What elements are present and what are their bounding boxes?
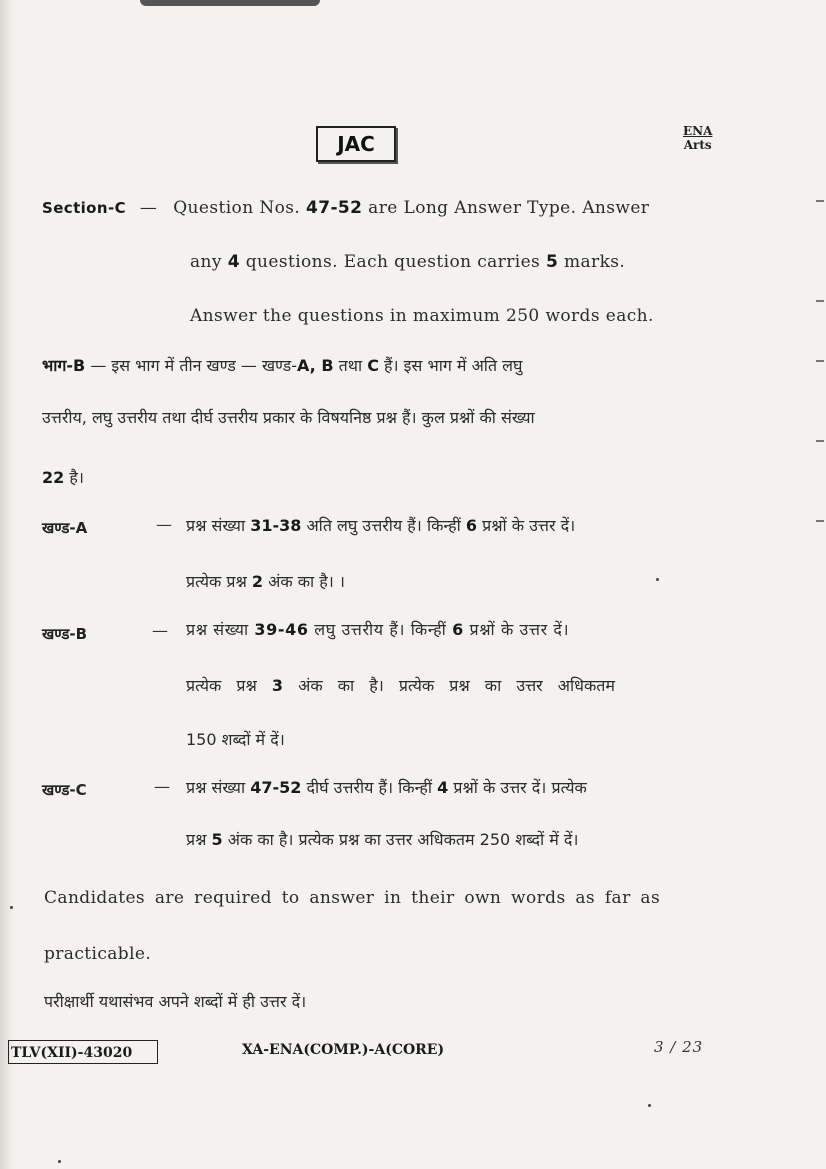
- scan-speck: [648, 1104, 651, 1107]
- stream-label: Arts: [683, 138, 712, 152]
- board-label-box: [316, 126, 396, 162]
- subject-stream-label: [683, 124, 712, 152]
- khand-b-dash: —: [152, 621, 168, 640]
- bhag-b-label: भाग-B: [42, 356, 86, 375]
- khand-b-line-2: प्रत्येक प्रश्न 3 अंक का है। प्रत्येक प्रश्न का उत्तर अधिकतम: [186, 676, 615, 695]
- page-number: 3 / 23: [654, 1038, 704, 1056]
- paper-code-box: [8, 1040, 158, 1064]
- khand-c-label: खण्ड-C: [42, 781, 87, 799]
- scan-speck: [58, 1160, 61, 1163]
- khand-a-dash: —: [156, 515, 172, 534]
- khand-b-line-3: 150 शब्दों में दें।: [186, 730, 285, 749]
- scan-speck: [656, 578, 659, 581]
- candidates-line-2: practicable.: [44, 944, 152, 964]
- paper-title: XA-ENA(COMP.)-A(CORE): [242, 1042, 445, 1058]
- bhag-b-line-3: 22 है।: [42, 468, 84, 487]
- bhag-b-line-2: उत्तरीय, लघु उत्तरीय तथा दीर्घ उत्तरीय प्रकार के विषयनिष्ठ प्रश्न हैं। कुल प्रश्नों की संख्या: [42, 408, 535, 427]
- subject-code: ENA: [683, 124, 713, 138]
- bhag-b-line-1: भाग-B — इस भाग में तीन खण्ड — खण्ड-A, B तथा C हैं। इस भाग में अति लघु: [42, 356, 523, 375]
- scan-margin-mark: [816, 520, 824, 522]
- scan-margin-mark: [816, 360, 824, 362]
- board-label: JAC: [337, 132, 375, 156]
- khand-c-line-2: प्रश्न 5 अंक का है। प्रत्येक प्रश्न का उत्तर अधिकतम 250 शब्दों में दें।: [186, 830, 579, 849]
- khand-a-label: खण्ड-A: [42, 519, 88, 537]
- section-c-line-1: Section-C — Question Nos. 47-52 are Long Answer Type. Answer: [42, 198, 650, 218]
- scan-edge-left: [0, 0, 14, 1169]
- paper-code: TLV(XII)-43020: [11, 1045, 133, 1061]
- scan-edge-top: [140, 0, 320, 6]
- khand-b-label: खण्ड-B: [42, 625, 88, 643]
- candidates-line-1: Candidates are required to answer in their own words as far as: [44, 888, 661, 908]
- khand-a-line-2: प्रत्येक प्रश्न 2 अंक का है। ।: [186, 572, 345, 591]
- section-c-label: Section-C: [42, 199, 126, 217]
- section-c-line-3: Answer the questions in maximum 250 words each.: [190, 306, 654, 326]
- scan-margin-mark: [816, 200, 824, 202]
- candidates-line-3: परीक्षार्थी यथासंभव अपने शब्दों में ही उत्तर दें।: [44, 992, 307, 1011]
- scan-margin-mark: [816, 440, 824, 442]
- khand-b-line-1: प्रश्न संख्या 39-46 लघु उत्तरीय हैं। किन्हीं 6 प्रश्नों के उत्तर दें।: [186, 620, 570, 639]
- khand-a-line-1: प्रश्न संख्या 31-38 अति लघु उत्तरीय हैं। किन्हीं 6 प्रश्नों के उत्तर दें।: [186, 516, 576, 535]
- khand-c-line-1: प्रश्न संख्या 47-52 दीर्घ उत्तरीय हैं। किन्हीं 4 प्रश्नों के उत्तर दें। प्रत्येक: [186, 778, 587, 797]
- section-c-line-2: any 4 questions. Each question carries 5 marks.: [190, 252, 626, 272]
- scan-speck: [10, 906, 13, 909]
- khand-c-dash: —: [154, 777, 170, 796]
- scan-margin-mark: [816, 300, 824, 302]
